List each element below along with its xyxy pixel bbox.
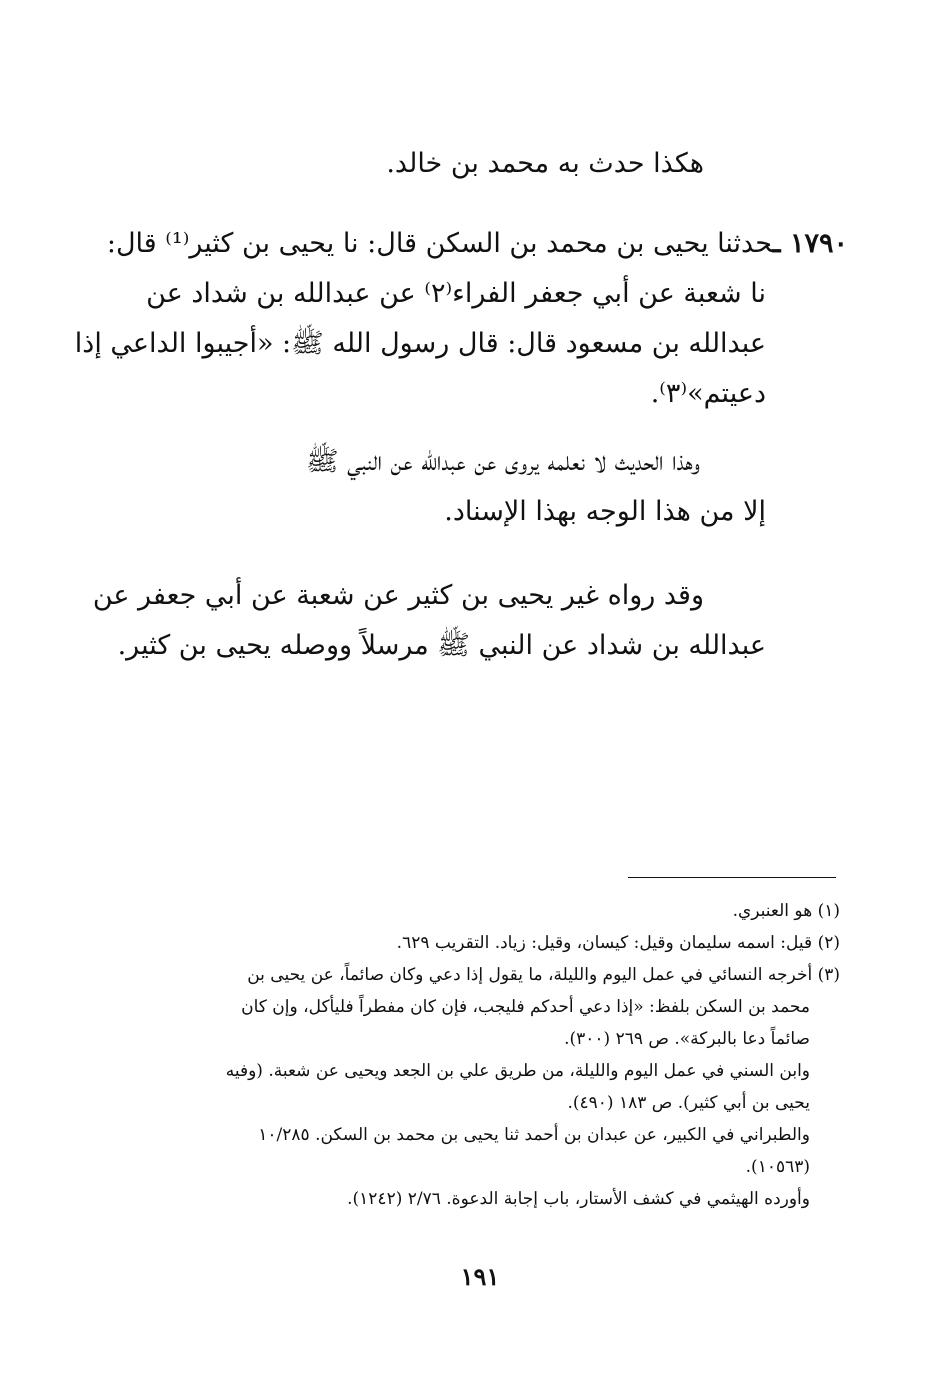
footnote-line: محمد بن السكن بلفظ: «إذا دعي أحدكم فليجب، فإن كان مفطراً فليأكل، وإن كان	[241, 997, 810, 1017]
intro-line: هكذا حدث به محمد بن خالد.	[386, 148, 704, 179]
footnote-line: (١) هو العنبري.	[732, 901, 840, 921]
hadith-line: نا شعبة عن أبي جعفر الفراء⁽٢⁾ عن عبدالله بن شداد عن	[146, 278, 766, 309]
footnote-separator	[628, 877, 836, 878]
paragraph-line: عبدالله بن شداد عن النبي ﷺ مرسلاً ووصله يحيى بن كثير.	[117, 630, 766, 661]
paragraph-line: إلا من هذا الوجه بهذا الإسناد.	[444, 496, 766, 527]
paragraph-line: وقد رواه غير يحيى بن كثير عن شعبة عن أبي جعفر عن	[92, 580, 704, 611]
paragraph-line: وهذا الحديث لا نعلمه يروى عن عبدالله عن النبي ﷺ	[305, 446, 700, 477]
footnote-line: (٣) أخرجه النسائي في عمل اليوم والليلة، ما يقول إذا دعي وكان صائماً، عن يحيى بن	[247, 965, 840, 985]
hadith-line: عبدالله بن مسعود قال: قال رسول الله ﷺ: «أجيبوا الداعي إذا	[74, 328, 766, 359]
hadith-number: ١٧٩٠ ـ	[772, 228, 848, 259]
footnote-line: (١٠٥٦٣).	[745, 1157, 810, 1177]
footnote-line: وابن السني في عمل اليوم والليلة، من طريق علي بن الجعد ويحيى عن شعبة. (وفيه	[225, 1061, 810, 1081]
hadith-line-text: حدثنا يحيى بن محمد بن السكن قال: نا يحيى بن كثير⁽¹⁾ قال:	[106, 228, 773, 259]
hadith-first-line	[107, 220, 848, 268]
footnote-line: والطبراني في الكبير، عن عبدان بن أحمد ثنا يحيى بن محمد بن السكن. ١٠/٢٨٥	[258, 1125, 810, 1145]
footnote-line: يحيى بن أبي كثير). ص ١٨٣ (٤٩٠).	[567, 1093, 810, 1113]
footnote-line: (٢) قيل: اسمه سليمان وقيل: كيسان، وقيل: زياد. التقريب ٦٢٩.	[396, 933, 840, 953]
hadith-line: دعيتم»⁽٣⁾.	[650, 378, 766, 409]
footnote-line: وأورده الهيثمي في كشف الأستار، باب إجابة الدعوة. ٢/٧٦ (١٢٤٢).	[347, 1189, 810, 1209]
footnote-line: صائماً دعا بالبركة». ص ٢٦٩ (٣٠٠).	[564, 1029, 810, 1049]
page-number: ١٩١	[460, 1262, 500, 1291]
